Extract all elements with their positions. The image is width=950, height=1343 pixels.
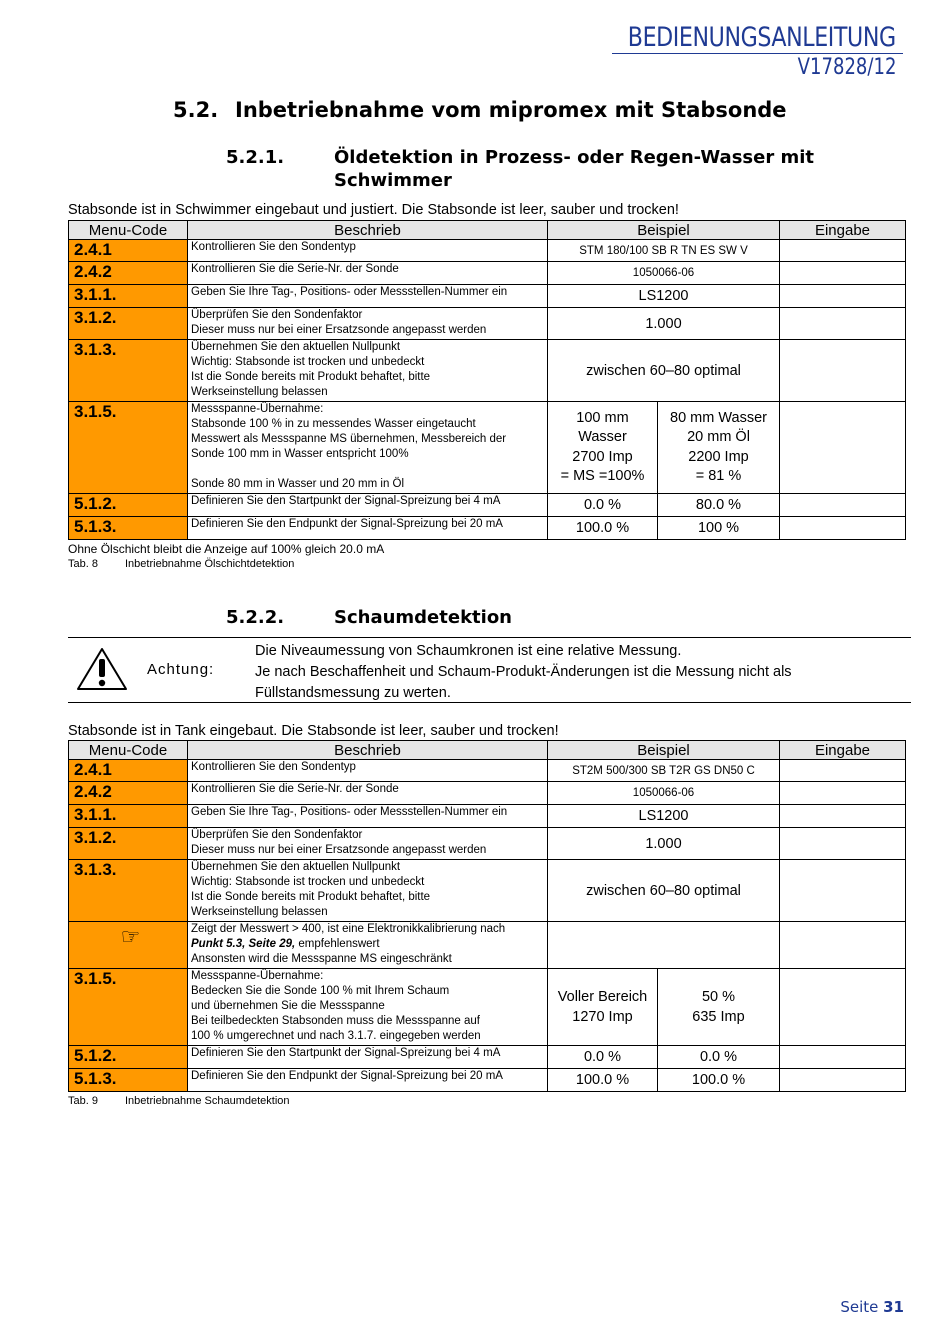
desc-line: Übernehmen Sie den aktuellen Nullpunkt [191,341,401,353]
warning-text [255,641,905,704]
desc-line: Werkseinstellung belassen [191,386,328,398]
example-line: 100 mm [576,409,629,426]
desc-line: Ansonsten wird die Messspanne MS eingeschränkt [191,953,452,965]
desc-line: Dieser muss nur bei einer Ersatzsonde angepasst werden [191,844,487,856]
example-line: = MS =100% [560,468,645,484]
input-cell[interactable] [780,828,906,860]
row-description: Definieren Sie den Startpunkt der Signal-Spreizung bei 4 mA [188,494,548,517]
table-row [69,517,906,540]
table-note: Ohne Ölschicht bleibt die Anzeige auf 100% gleich 20.0 mA [68,542,385,556]
desc-line [191,937,547,952]
warning-label: Achtung: [147,661,215,678]
row-description: Geben Sie Ihre Tag-, Positions- oder Messstellen-Nummer ein [188,805,548,828]
row-description: Kontrollieren Sie die Serie-Nr. der Sonde [188,262,548,285]
input-cell[interactable] [780,782,906,805]
row-description: Kontrollieren Sie den Sondentyp [188,240,548,262]
example-value: zwischen 60–80 optimal [548,860,780,922]
table-row [69,340,906,402]
input-cell[interactable] [780,494,906,517]
row-description: Definieren Sie den Endpunkt der Signal-Spreizung bei 20 mA [188,517,548,540]
input-cell[interactable] [780,969,906,1046]
menu-code: 3.1.2. [69,828,188,860]
example-value-a: 100.0 % [548,1069,658,1092]
caption-number: Tab. 8 [68,558,98,570]
menu-code: 3.1.1. [69,285,188,308]
row-description: Definieren Sie den Startpunkt der Signal-Spreizung bei 4 mA [188,1046,548,1069]
example-value: LS1200 [548,805,780,828]
document-type-title: BEDIENUNGSANLEITUNG [628,22,896,53]
subsection-title: Schaumdetektion [334,607,512,628]
example-value: zwischen 60–80 optimal [548,340,780,402]
input-cell[interactable] [780,285,906,308]
row-description: Definieren Sie den Endpunkt der Signal-Spreizung bei 20 mA [188,1069,548,1092]
example-value-b [658,402,780,494]
desc-line: Wichtig: Stabsonde ist trocken und unbedeckt [191,356,425,368]
warning-line: Die Niveaumessung von Schaumkronen ist eine relative Messung. [255,643,682,659]
row-description: Geben Sie Ihre Tag-, Positions- oder Messstellen-Nummer ein [188,285,548,308]
caption-text: Inbetriebnahme Ölschichtdetektion [125,558,295,570]
desc-line: Messspanne-Übernahme: [191,970,324,982]
example-line: 1270 Imp [572,1009,633,1025]
column-header-input: Eingabe [780,741,906,760]
example-value-a: 0.0 % [548,1046,658,1069]
example-line: Wasser [578,429,627,445]
warning-icon [76,646,128,697]
row-description: Kontrollieren Sie die Serie-Nr. der Sonde [188,782,548,805]
section-number: 5.2. [173,98,219,122]
example-value: 1050066-06 [548,782,780,805]
desc-line: Stabsonde 100 % in zu messendes Wasser eingetaucht [191,418,476,430]
desc-line: Bei teilbedeckten Stabsonden muss die Messspanne auf [191,1015,480,1027]
example-line: 2200 Imp [688,448,749,465]
row-description [188,402,548,494]
example-line: 635 Imp [692,1009,745,1025]
desc-line: Übernehmen Sie den aktuellen Nullpunkt [191,861,401,873]
input-cell[interactable] [780,760,906,782]
example-value-a: 100.0 % [548,517,658,540]
row-description [188,340,548,402]
table-row [69,922,906,969]
row-description: Kontrollieren Sie den Sondentyp [188,760,548,782]
intro-text: Stabsonde ist in Tank eingebaut. Die Stabsonde ist leer, sauber und trocken! [68,723,559,739]
desc-line: Dieser muss nur bei einer Ersatzsonde angepasst werden [191,324,487,336]
table-row [69,969,906,1046]
column-header-code: Menu-Code [69,741,188,760]
row-description [188,969,548,1046]
caption-number: Tab. 9 [68,1095,98,1107]
example-value-b: 100 % [658,517,780,540]
input-cell[interactable] [780,922,906,969]
desc-line: Ist die Sonde bereits mit Produkt behaftet, bitte [191,371,431,383]
input-cell[interactable] [780,308,906,340]
table-row [69,494,906,517]
row-description [188,308,548,340]
table-row [69,860,906,922]
subsection-title: Öldetektion in Prozess- oder Regen-Wasser mit Schwimmer [334,147,815,191]
input-cell[interactable] [780,262,906,285]
input-cell[interactable] [780,1046,906,1069]
example-value: 1050066-06 [548,262,780,285]
document-id: V17828/12 [797,55,896,80]
menu-code: 5.1.3. [69,1069,188,1092]
input-cell[interactable] [780,240,906,262]
menu-code: 2.4.2 [69,262,188,285]
desc-line: Messspanne-Übernahme: [191,403,324,415]
menu-code: 2.4.1 [69,240,188,262]
desc-line: 100 % umgerechnet und nach 3.1.7. eingegeben werden [191,1030,481,1042]
example-value-b [658,969,780,1046]
table-header-row [69,741,906,760]
column-header-desc: Beschrieb [188,741,548,760]
example-line: 20 mm Öl [687,429,750,445]
column-header-example: Beispiel [548,221,780,240]
example-value-a [548,402,658,494]
desc-line: Zeigt der Messwert > 400, ist eine Elektronikkalibrierung nach [191,923,506,935]
table-row [69,262,906,285]
desc-line: Wichtig: Stabsonde ist trocken und unbedeckt [191,876,425,888]
page-number [840,1298,904,1316]
table-row [69,308,906,340]
caption-text: Inbetriebnahme Schaumdetektion [125,1095,290,1107]
example-value-b: 80.0 % [658,494,780,517]
column-header-example: Beispiel [548,741,780,760]
menu-code: 5.1.2. [69,494,188,517]
example-line: 80 mm Wasser [670,409,767,426]
desc-line: Messwert als Messspanne MS übernehmen, Messbereich der [191,433,507,445]
example-value: STM 180/100 SB R TN ES SW V [548,240,780,262]
intro-text: Stabsonde ist in Schwimmer eingebaut und justiert. Die Stabsonde ist leer, sauber und trocken! [68,202,679,218]
page-label: Seite [840,1298,879,1316]
input-cell[interactable] [780,340,906,402]
desc-line: Bedecken Sie die Sonde 100 % mit Ihrem Schaum [191,985,450,997]
menu-code: 3.1.3. [69,860,188,922]
warning-top-border [68,637,911,638]
example-value-a [548,969,658,1046]
example-line: Voller Bereich [557,989,648,1005]
menu-code: 3.1.1. [69,805,188,828]
header-divider [612,53,903,54]
desc-line: Überprüfen Sie den Sondenfaktor [191,829,363,841]
column-header-code: Menu-Code [69,221,188,240]
cross-reference[interactable]: Punkt 5.3, Seite 29, [191,938,296,950]
menu-code: 3.1.3. [69,340,188,402]
column-header-input: Eingabe [780,221,906,240]
example-value: 1.000 [548,308,780,340]
subsection-number: 5.2.2. [226,607,285,628]
example-value: 1.000 [548,828,780,860]
desc-line: Sonde 100 mm in Wasser entspricht 100% [191,448,409,460]
example-line: = 81 % [695,468,742,484]
desc-line: Ist die Sonde bereits mit Produkt behaftet, bitte [191,891,431,903]
menu-code: 3.1.5. [69,402,188,494]
table-row [69,1046,906,1069]
warning-line: Füllstandsmessung zu werten. [255,685,451,701]
table-row [69,240,906,262]
input-cell[interactable] [780,860,906,922]
table-row [69,828,906,860]
example-value-b: 0.0 % [658,1046,780,1069]
table-caption [68,558,294,570]
example-line: 2700 Imp [572,448,633,465]
hand-pointer-icon: ☞ [120,924,141,949]
example-value-b: 100.0 % [658,1069,780,1092]
desc-fragment: empfehlenswert [295,938,380,950]
example-value-a: 0.0 % [548,494,658,517]
menu-code: 5.1.2. [69,1046,188,1069]
column-header-desc: Beschrieb [188,221,548,240]
desc-spacer [191,462,547,477]
input-cell[interactable] [780,517,906,540]
input-cell[interactable] [780,1069,906,1092]
example-line: 50 % [701,989,736,1005]
table-caption [68,1095,290,1107]
section-title: Inbetriebnahme vom mipromex mit Stabsonde [235,98,787,122]
warning-bottom-border [68,702,911,703]
desc-line: und übernehmen Sie die Messspanne [191,1000,385,1012]
desc-line: Überprüfen Sie den Sondenfaktor [191,309,363,321]
menu-code: 2.4.1 [69,760,188,782]
table-row [69,805,906,828]
example-value: ST2M 500/300 SB T2R GS DN50 C [548,760,780,782]
example-empty [548,922,780,969]
row-description [188,922,548,969]
table-row [69,402,906,494]
table-foam-detection [68,740,906,1092]
row-description [188,828,548,860]
table-row [69,782,906,805]
table-row [69,760,906,782]
row-description [188,860,548,922]
table-row [69,285,906,308]
menu-code: 2.4.2 [69,782,188,805]
menu-code: 3.1.2. [69,308,188,340]
table-header-row [69,221,906,240]
desc-line: Werkseinstellung belassen [191,906,328,918]
table-row [69,1069,906,1092]
hint-cell [69,922,188,969]
subsection-number: 5.2.1. [226,147,285,168]
menu-code: 3.1.5. [69,969,188,1046]
page-value: 31 [883,1298,904,1316]
menu-code: 5.1.3. [69,517,188,540]
section-heading [173,98,787,122]
input-cell[interactable] [780,402,906,494]
table-oil-detection [68,220,906,540]
desc-line: Sonde 80 mm in Wasser und 20 mm in Öl [191,478,405,490]
input-cell[interactable] [780,805,906,828]
example-value: LS1200 [548,285,780,308]
warning-line: Je nach Beschaffenheit und Schaum-Produkt-Änderungen ist die Messung nicht als [255,664,792,680]
